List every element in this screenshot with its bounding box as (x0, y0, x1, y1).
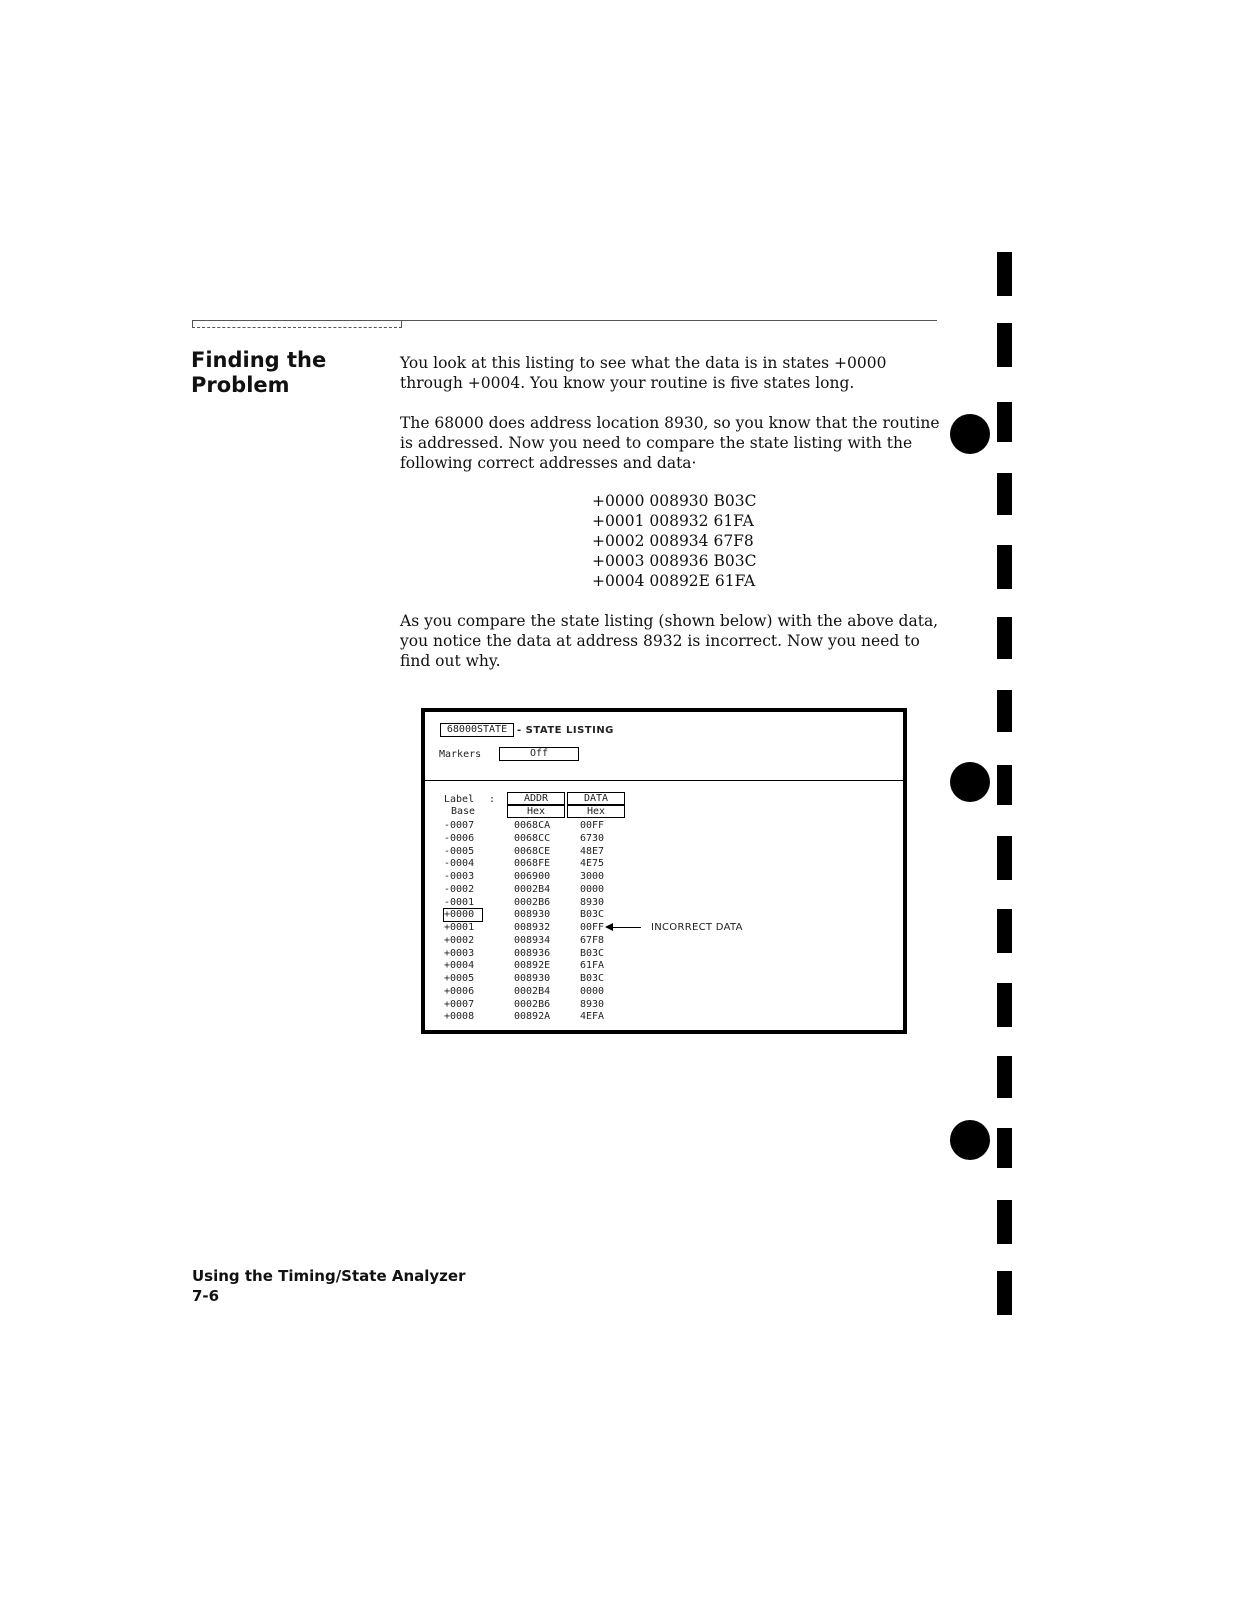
section-title-line2: Problem (191, 373, 290, 397)
thumb-index-dot (950, 1120, 990, 1160)
table-row (425, 1011, 895, 1023)
screen-divider (425, 780, 903, 781)
markers-field[interactable]: Off (499, 747, 579, 761)
data-cell: 00FF (580, 922, 605, 933)
addr-cell: 00892A (514, 1011, 551, 1023)
table-row (425, 858, 895, 870)
table-row (425, 833, 895, 845)
screen-title: - STATE LISTING (517, 725, 614, 736)
addr-cell: 008930 (514, 973, 551, 984)
paragraph-3: As you compare the state listing (shown below) with the above data, you notice the data at address 8932 is incorrect. Now you need to find out why. (400, 612, 939, 670)
table-row (425, 986, 895, 998)
thumb-index-bar (997, 545, 1012, 589)
thumb-index-bar (997, 836, 1012, 880)
incorrect-data-annotation: INCORRECT DATA (651, 922, 743, 933)
thumb-index-bar (997, 1128, 1012, 1168)
state-cell: -0007 (444, 820, 475, 831)
data-cell: 4E75 (580, 858, 605, 870)
table-row (425, 871, 895, 883)
state-cell: +0008 (444, 1011, 475, 1023)
data-cell: 8930 (580, 998, 605, 1010)
correct-data-row: +0003 008936 B03C (592, 552, 757, 570)
state-cell: +0002 (444, 934, 475, 946)
addr-cell: 0068CA (514, 820, 551, 831)
state-cell-selected[interactable]: +0000 (444, 909, 482, 921)
thumb-index-dot (950, 414, 990, 454)
addr-cell: 0002B4 (514, 985, 551, 997)
page-number: 7-6 (192, 1287, 220, 1305)
thumb-index-bar (997, 617, 1012, 659)
state-cell: -0003 (444, 871, 475, 882)
table-row (425, 922, 895, 934)
data-cell: 3000 (580, 871, 605, 882)
table-row (425, 897, 895, 909)
table-row (425, 935, 895, 947)
addr-label-field[interactable]: ADDR (507, 792, 565, 805)
analyzer-name-field[interactable]: 68000STATE (440, 723, 514, 737)
addr-cell: 0002B6 (514, 998, 551, 1010)
data-cell: 4EFA (580, 1011, 605, 1023)
addr-cell: 0068CE (514, 845, 551, 857)
base-label: Base (451, 806, 476, 817)
addr-cell: 0002B6 (514, 896, 551, 908)
correct-data-row: +0002 008934 67F8 (592, 532, 754, 550)
data-label-field[interactable]: DATA (567, 792, 625, 805)
table-row (425, 820, 895, 832)
state-cell: -0002 (444, 883, 475, 895)
table-row (425, 846, 895, 858)
table-row (425, 884, 895, 896)
thumb-index-bar (997, 1056, 1012, 1098)
data-cell: B03C (580, 909, 605, 921)
thumb-index-bar (997, 1200, 1012, 1244)
state-cell: +0006 (444, 985, 475, 997)
paragraph-1: You look at this listing to see what the data is in states +0000 through +0004. You know your routine is five states long. (400, 354, 887, 392)
correct-data-row: +0001 008932 61FA (592, 512, 754, 530)
addr-cell: 00892E (514, 960, 551, 972)
thumb-index-bar (997, 983, 1012, 1027)
markers-label: Markers (439, 749, 482, 760)
data-cell: 48E7 (580, 845, 605, 857)
table-row (425, 909, 895, 921)
correct-data-row: +0004 00892E 61FA (592, 572, 756, 590)
section-title (191, 348, 381, 398)
addr-cell: 0068FE (514, 858, 551, 870)
thumb-index-bar (997, 690, 1012, 732)
data-cell: 61FA (580, 960, 605, 972)
addr-cell: 006900 (514, 871, 551, 882)
header-rule-tab (192, 320, 402, 328)
addr-cell: 008932 (514, 922, 551, 933)
paragraph-2: The 68000 does address location 8930, so you know that the routine is addressed. Now you need to compare the state listing with the following correct addresses and data· (400, 414, 940, 472)
label-colon: : (489, 794, 496, 805)
addr-cell: 0068CC (514, 832, 551, 844)
thumb-index-dot (950, 762, 990, 802)
state-cell: +0005 (444, 973, 475, 984)
addr-base-field[interactable]: Hex (507, 805, 565, 818)
state-cell: +0004 (444, 960, 475, 972)
data-cell: 0000 (580, 985, 605, 997)
table-row (425, 960, 895, 972)
thumb-index-bar (997, 473, 1012, 515)
addr-cell: 008936 (514, 947, 551, 959)
thumb-index-bar (997, 252, 1012, 296)
correct-data-row: +0000 008930 B03C (592, 492, 757, 510)
correct-data-list (592, 491, 756, 591)
addr-cell: 008930 (514, 909, 551, 921)
state-cell: -0001 (444, 896, 475, 908)
data-base-field[interactable]: Hex (567, 805, 625, 818)
data-cell: 6730 (580, 832, 605, 844)
thumb-index-bar (997, 909, 1012, 953)
data-cell: B03C (580, 973, 605, 984)
table-row (425, 973, 895, 985)
data-cell: 00FF (580, 820, 605, 831)
data-cell: 67F8 (580, 934, 605, 946)
state-cell: -0006 (444, 832, 475, 844)
addr-cell: 008934 (514, 934, 551, 946)
data-cell: B03C (580, 947, 605, 959)
data-cell: 0000 (580, 883, 605, 895)
state-cell: +0003 (444, 947, 475, 959)
state-cell: +0001 (444, 922, 475, 933)
thumb-index-bar (997, 1271, 1012, 1315)
thumb-index-bar (997, 765, 1012, 805)
thumb-index-bar (997, 402, 1012, 442)
thumb-index-bar (997, 323, 1012, 367)
data-cell: 8930 (580, 896, 605, 908)
label-label: Label (444, 794, 475, 805)
table-row (425, 999, 895, 1011)
state-listing-screen (421, 708, 907, 1034)
arrow-shaft (611, 927, 641, 928)
section-title-line1: Finding the (191, 348, 327, 372)
table-row (425, 948, 895, 960)
footer-title: Using the Timing/State Analyzer (192, 1267, 466, 1285)
state-cell: -0005 (444, 845, 475, 857)
state-cell: +0007 (444, 998, 475, 1010)
addr-cell: 0002B4 (514, 883, 551, 895)
state-cell: -0004 (444, 858, 475, 870)
page-footer (192, 1266, 465, 1306)
